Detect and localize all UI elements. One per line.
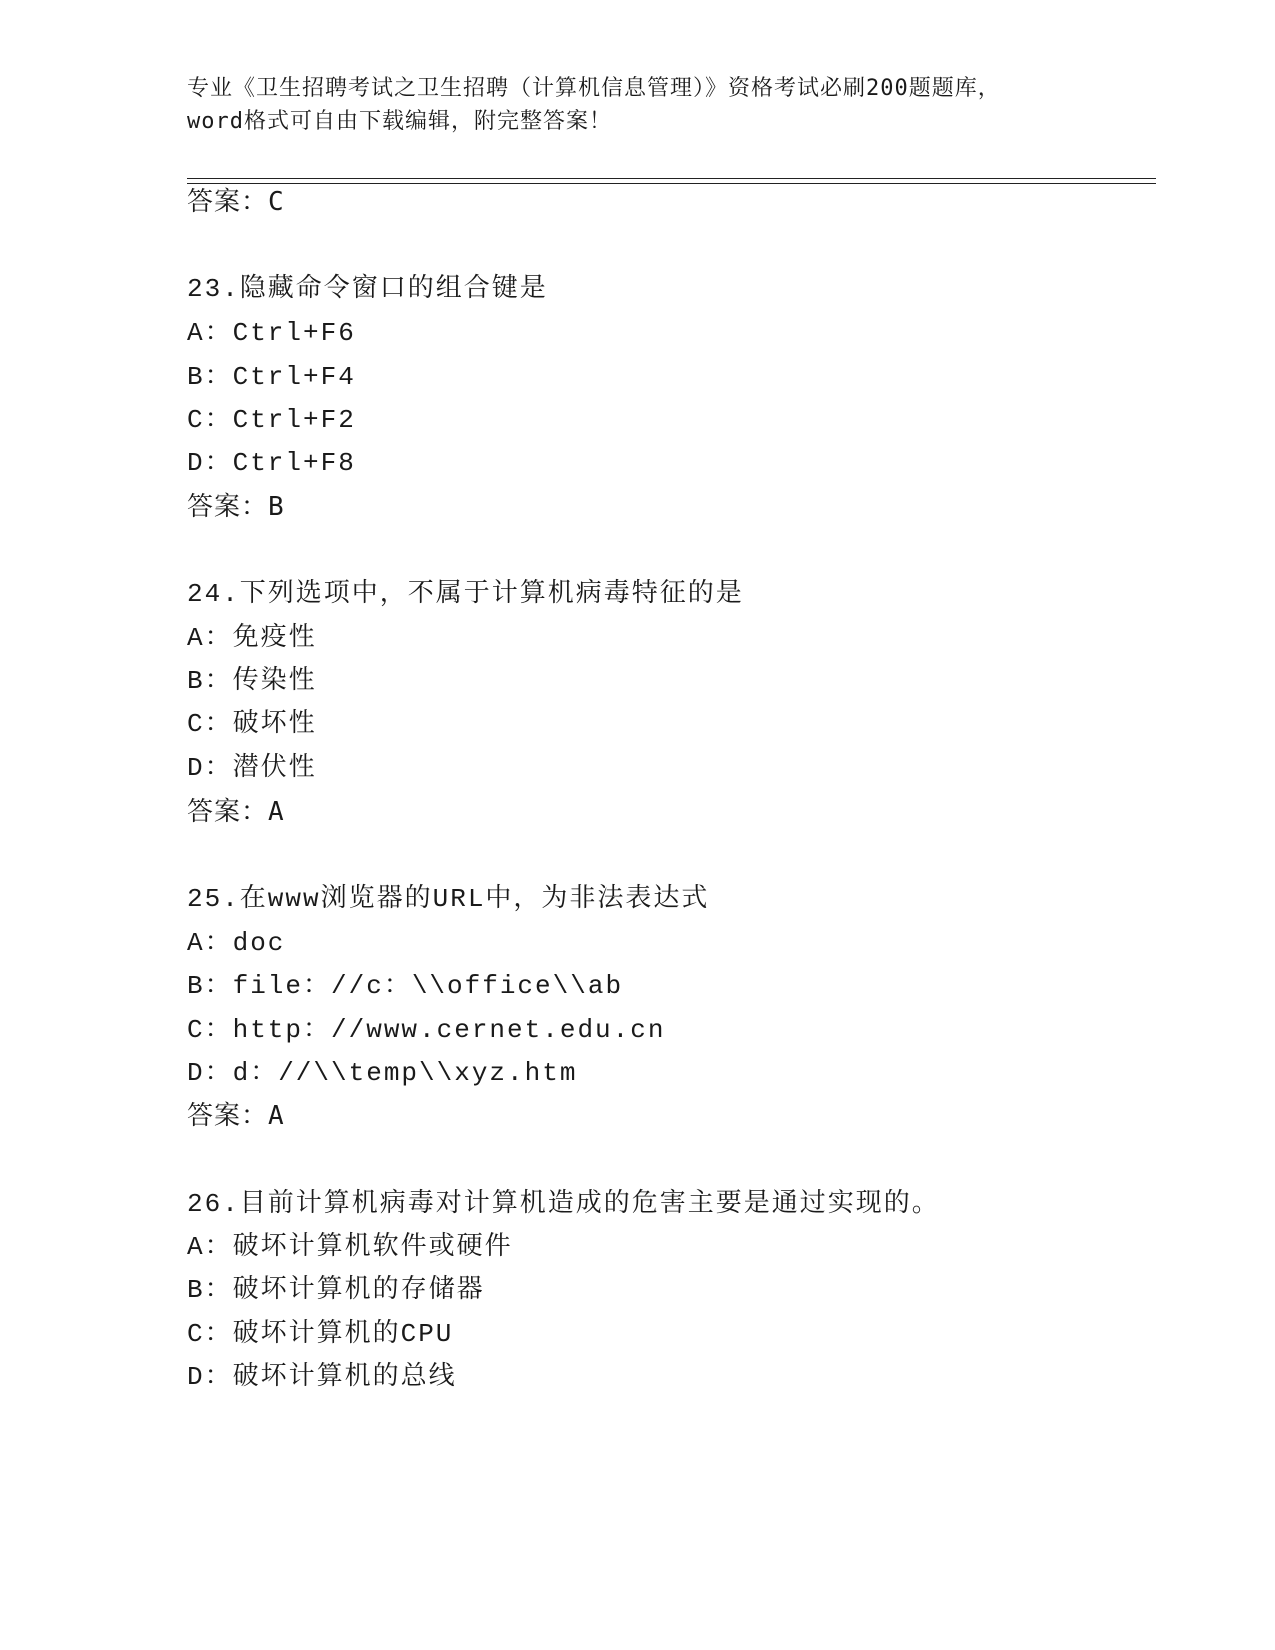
question-25-option-d: D：d：//\\temp\\xyz.htm (187, 1058, 578, 1088)
question-25-answer: 答案：A (187, 1101, 285, 1131)
document-header (187, 72, 1087, 138)
question-26-option-a: A：破坏计算机软件或硬件 (187, 1232, 513, 1262)
header-divider-second (187, 183, 1156, 184)
header-line-2: word格式可自由下载编辑，附完整答案！ (187, 109, 612, 134)
question-26-option-b: B：破坏计算机的存储器 (187, 1275, 485, 1305)
question-24-answer: 答案：A (187, 797, 285, 827)
header-divider (187, 178, 1156, 179)
question-25-option-c: C：http：//www.cernet.edu.cn (187, 1015, 666, 1045)
question-26-stem: 26.目前计算机病毒对计算机造成的危害主要是通过实现的。 (187, 1189, 940, 1219)
question-25-option-b: B：file：//c：\\office\\ab (187, 971, 624, 1001)
question-23-option-a: A：Ctrl+F6 (187, 318, 356, 348)
question-24-option-a: A：免疫性 (187, 623, 317, 653)
question-24-option-b: B：传染性 (187, 666, 317, 696)
question-25-stem: 25.在www浏览器的URL中，为非法表达式 (187, 884, 710, 914)
question-23-answer: 答案：B (187, 492, 285, 522)
previous-answer: 答案：C (187, 187, 285, 217)
question-24-option-d: D：潜伏性 (187, 753, 317, 783)
question-26-option-c: C：破坏计算机的CPU (187, 1319, 454, 1349)
question-23-option-c: C：Ctrl+F2 (187, 405, 356, 435)
header-line-1: 专业《卫生招聘考试之卫生招聘（计算机信息管理）》资格考试必刷200题题库， (187, 76, 1001, 101)
question-23-stem: 23.隐藏命令窗口的组合键是 (187, 274, 548, 304)
question-24-stem: 24.下列选项中，不属于计算机病毒特征的是 (187, 579, 744, 609)
question-23-option-d: D：Ctrl+F8 (187, 448, 356, 478)
question-24-option-c: C：破坏性 (187, 709, 317, 739)
question-26-option-d: D：破坏计算机的总线 (187, 1362, 457, 1392)
question-23-option-b: B：Ctrl+F4 (187, 362, 356, 392)
question-25-option-a: A：doc (187, 928, 286, 958)
